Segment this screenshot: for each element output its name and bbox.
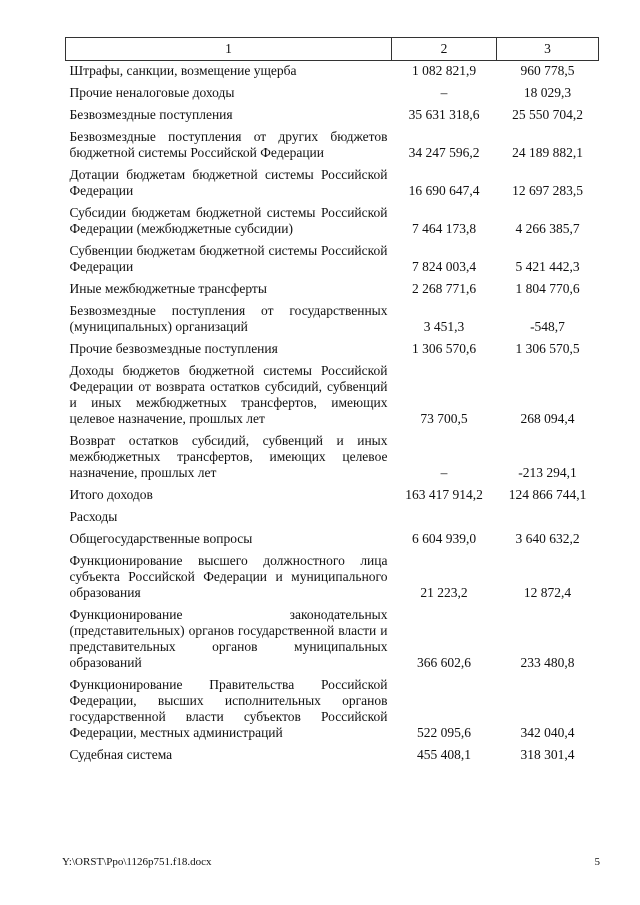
page-number: 5 — [594, 856, 600, 868]
table-row — [66, 83, 599, 105]
row-value-col3: 1 306 570,5 — [515, 341, 580, 356]
row-value-col2: – — [440, 465, 448, 480]
row-value-col2: 16 690 647,4 — [408, 183, 480, 198]
row-value-col3: 342 040,4 — [520, 725, 575, 740]
table-row — [66, 605, 599, 675]
table-row — [66, 745, 599, 767]
row-label: Доходы бюджетов бюджетной системы Российской Федерации от возврата остатков субсидий, субвенций и иных межбюджетных трансфертов, имеющих целевое назначение, прошлых лет — [69, 363, 388, 426]
row-value-col2: 1 306 570,6 — [411, 341, 477, 356]
row-label: Безвозмездные поступления от государственных (муниципальных) организаций — [69, 303, 388, 334]
row-value-col3: -548,7 — [530, 319, 565, 334]
budget-table — [65, 37, 599, 767]
row-value-col2: 6 604 939,0 — [411, 531, 477, 546]
row-label: Дотации бюджетам бюджетной системы Российской Федерации — [69, 167, 388, 198]
row-value-col3: -213 294,1 — [518, 465, 577, 480]
row-value-col2: – — [440, 85, 448, 100]
row-label: Иные межбюджетные трансферты — [69, 281, 267, 296]
row-value-col2: 3 451,3 — [423, 319, 465, 334]
row-label: Судебная система — [69, 747, 173, 762]
table-header-row — [66, 38, 599, 61]
row-label: Прочие неналоговые доходы — [69, 85, 235, 100]
table-row — [66, 203, 599, 241]
table-row — [66, 529, 599, 551]
row-value-col3: 24 189 882,1 — [512, 145, 583, 160]
row-label: Функционирование законодательных (представительных) органов государственной власти и представительных органов муниципальных образований — [69, 607, 388, 670]
row-label: Расходы — [69, 509, 118, 524]
row-value-col2: 7 464 173,8 — [411, 221, 477, 236]
column-header-2: 2 — [392, 38, 497, 61]
table-row — [66, 105, 599, 127]
table-row — [66, 485, 599, 507]
row-value-col3: 233 480,8 — [520, 655, 575, 670]
column-header-1: 1 — [66, 38, 392, 61]
row-value-col3: 268 094,4 — [520, 411, 575, 426]
row-value-col2: 7 824 003,4 — [411, 259, 477, 274]
table-row — [66, 165, 599, 203]
table-row — [66, 431, 599, 485]
row-label: Безвозмездные поступления от других бюджетов бюджетной системы Российской Федерации — [69, 129, 388, 160]
row-value-col3: 12 872,4 — [523, 585, 572, 600]
table-row — [66, 551, 599, 605]
row-value-col3: 124 866 744,1 — [508, 487, 587, 502]
table-row — [66, 675, 599, 745]
table-row — [66, 361, 599, 431]
row-label: Штрафы, санкции, возмещение ущерба — [69, 63, 297, 78]
row-label: Безвозмездные поступления — [69, 107, 233, 122]
row-value-col2 — [392, 507, 497, 529]
row-label: Итого доходов — [69, 487, 153, 502]
row-value-col3: 4 266 385,7 — [515, 221, 580, 236]
row-value-col2: 455 408,1 — [417, 747, 471, 762]
row-value-col3: 5 421 442,3 — [515, 259, 580, 274]
table-body — [66, 61, 599, 768]
row-value-col2: 35 631 318,6 — [408, 107, 480, 122]
row-value-col2: 2 268 771,6 — [411, 281, 477, 296]
table-row — [66, 61, 599, 84]
table-row — [66, 127, 599, 165]
row-label: Прочие безвозмездные поступления — [69, 341, 278, 356]
row-label: Функционирование Правительства Российской Федерации, высших исполнительных органов государственной власти субъектов Российской Федерации, местных администраций — [69, 677, 388, 740]
column-header-3: 3 — [497, 38, 599, 61]
table-row — [66, 507, 599, 529]
row-value-col2: 366 602,6 — [417, 655, 471, 670]
row-value-col3: 3 640 632,2 — [515, 531, 580, 546]
row-value-col3: 1 804 770,6 — [515, 281, 580, 296]
table-row — [66, 301, 599, 339]
row-value-col3: 960 778,5 — [520, 63, 575, 78]
page-footer — [62, 856, 600, 868]
row-label: Функционирование высшего должностного лица субъекта Российской Федерации и муниципального образования — [69, 553, 388, 600]
row-value-col2: 1 082 821,9 — [411, 63, 477, 78]
row-value-col2: 163 417 914,2 — [405, 487, 483, 502]
row-label: Общегосударственные вопросы — [69, 531, 253, 546]
row-value-col3: 25 550 704,2 — [512, 107, 583, 122]
row-value-col3: 12 697 283,5 — [512, 183, 583, 198]
file-path: Y:\ORST\Ppo\1126p751.f18.docx — [62, 856, 212, 868]
row-label: Субвенции бюджетам бюджетной системы Российской Федерации — [69, 243, 388, 274]
row-label: Возврат остатков субсидий, субвенций и иных межбюджетных трансфертов, имеющих целевое назначение, прошлых лет — [69, 433, 388, 480]
row-value-col2: 21 223,2 — [420, 585, 468, 600]
table-row — [66, 339, 599, 361]
row-value-col2: 34 247 596,2 — [408, 145, 480, 160]
row-value-col3: 318 301,4 — [520, 747, 575, 762]
table-row — [66, 241, 599, 279]
row-label: Субсидии бюджетам бюджетной системы Российской Федерации (межбюджетные субсидии) — [69, 205, 388, 236]
row-value-col2: 522 095,6 — [417, 725, 471, 740]
table-row — [66, 279, 599, 301]
row-value-col2: 73 700,5 — [420, 411, 468, 426]
row-value-col3: 18 029,3 — [523, 85, 572, 100]
row-value-col3 — [497, 507, 599, 529]
